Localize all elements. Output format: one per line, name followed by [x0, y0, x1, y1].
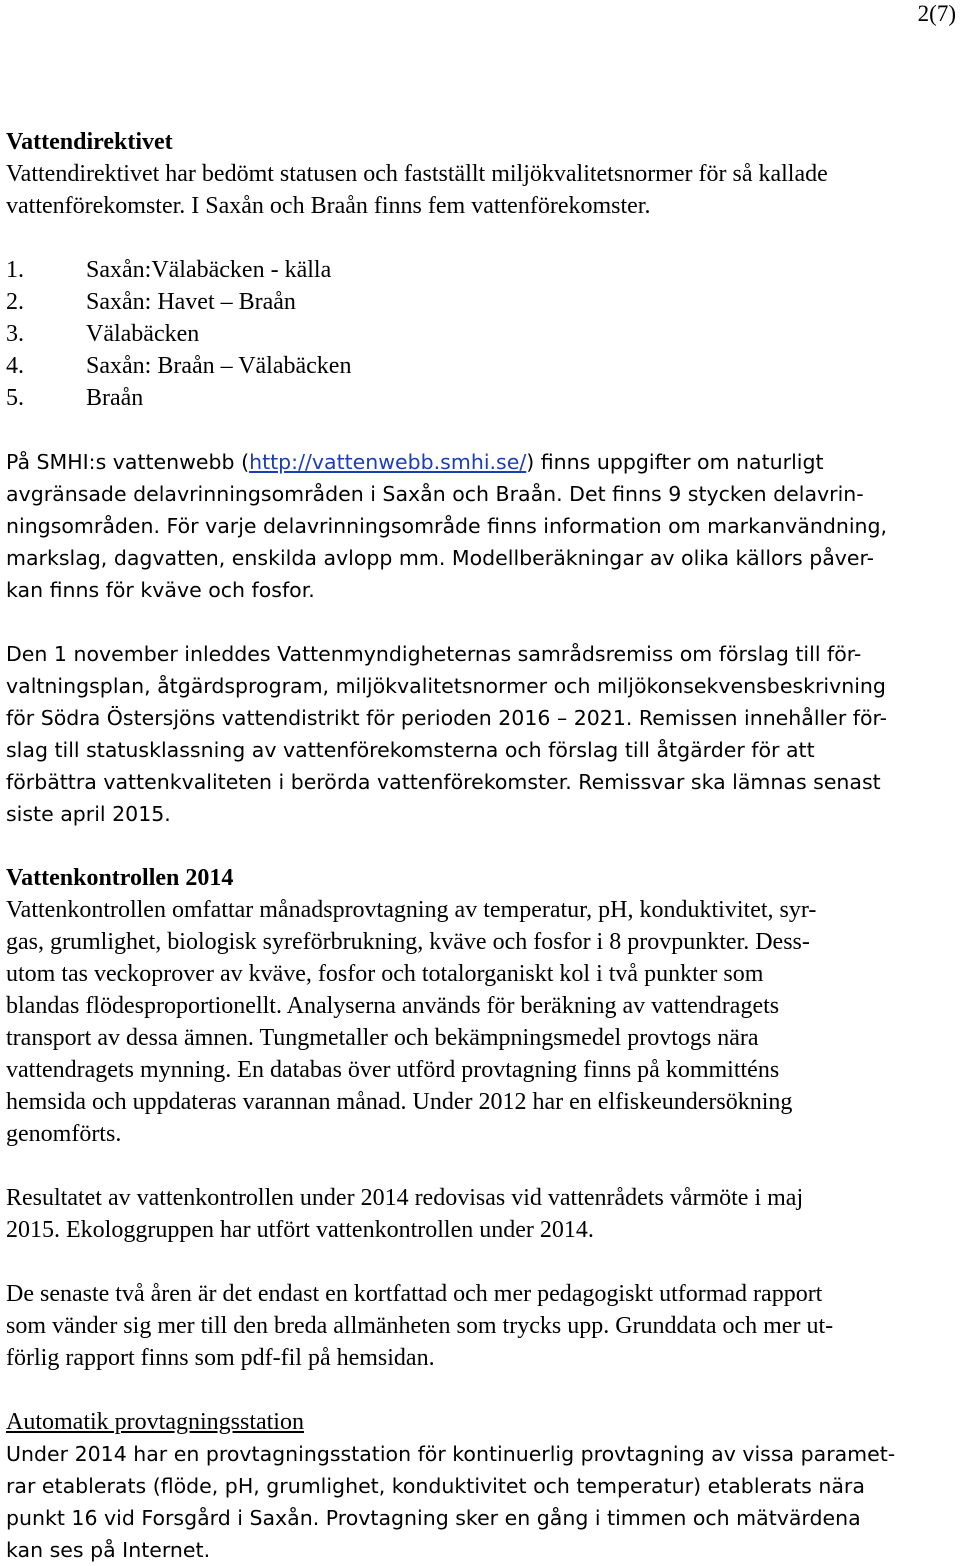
paragraph-line: blandas flödesproportionellt. Analyserna används för beräkning av vattendragets — [6, 993, 780, 1019]
paragraph-line: gas, grumlighet, biologisk syreförbrukning, kväve och fosfor i 8 provpunkter. Dess- — [6, 929, 810, 955]
text: På SMHI:s vattenwebb ( — [6, 450, 250, 474]
paragraph-line: avgränsade delavrinningsområden i Saxån och Braån. Det finns 9 stycken delavrin- — [6, 482, 864, 506]
list-text: Saxån: Braån – Välabäcken — [86, 353, 352, 379]
list-number: 4. — [6, 353, 24, 379]
heading-vattendirektivet: Vattendirektivet — [6, 129, 173, 155]
paragraph-line: genomförts. — [6, 1121, 122, 1147]
page-number: 2(7) — [917, 1, 956, 26]
list-text: Saxån:Välabäcken - källa — [86, 257, 332, 283]
paragraph-line: siste april 2015. — [6, 802, 171, 826]
text: ) finns uppgifter om naturligt — [526, 450, 824, 474]
paragraph-line: vattendragets mynning. En databas över utförd provtagning finns på kommitténs — [6, 1057, 780, 1083]
section-provtagningsstation — [6, 1406, 951, 1566]
paragraph-line: vattenförekomster. I Saxån och Braån finns fem vattenförekomster. — [6, 193, 651, 219]
paragraph-line: Under 2014 har en provtagningsstation för kontinuerlig provtagning av vissa paramet- — [6, 1442, 896, 1466]
paragraph-line: rar etablerats (flöde, pH, grumlighet, konduktivitet och temperatur) etablerats nära — [6, 1474, 865, 1498]
paragraph-resultat — [6, 1182, 951, 1246]
paragraph-line — [6, 446, 951, 478]
paragraph-smhi — [6, 446, 951, 606]
list-item — [6, 286, 606, 318]
list-text: Braån — [86, 385, 144, 411]
list-number: 2. — [6, 289, 24, 315]
section-vattendirektivet — [6, 126, 951, 222]
paragraph-line: Vattenkontrollen omfattar månadsprovtagning av temperatur, pH, konduktivitet, syr- — [6, 897, 817, 923]
paragraph-remiss — [6, 638, 951, 830]
paragraph-rapport — [6, 1278, 951, 1374]
list-text: Saxån: Havet – Braån — [86, 289, 296, 315]
list-number: 1. — [6, 257, 24, 283]
paragraph-line: markslag, dagvatten, enskilda avlopp mm. Modellberäkningar av olika källors påver- — [6, 546, 875, 570]
paragraph-line: 2015. Ekologgruppen har utfört vattenkontrollen under 2014. — [6, 1217, 594, 1243]
paragraph-line: utom tas veckoprover av kväve, fosfor och totalorganiskt kol i två punkter som — [6, 961, 764, 987]
paragraph-line: De senaste två åren är det endast en kortfattad och mer pedagogiskt utformad rapport — [6, 1281, 823, 1307]
paragraph-line: förlig rapport finns som pdf-fil på hemsidan. — [6, 1345, 435, 1371]
heading-provtagningsstation: Automatik provtagningsstation — [6, 1409, 304, 1435]
section-vattenkontrollen — [6, 862, 951, 1150]
paragraph-line: kan ses på Internet. — [6, 1538, 211, 1562]
paragraph-line: transport av dessa ämnen. Tungmetaller och bekämpningsmedel provtogs nära — [6, 1025, 759, 1051]
paragraph-line: för Södra Östersjöns vattendistrikt för perioden 2016 – 2021. Remissen innehåller för- — [6, 706, 888, 730]
paragraph-line: hemsida och uppdateras varannan månad. Under 2012 har en elfiskeundersökning — [6, 1089, 793, 1115]
list-item — [6, 318, 606, 350]
list-text: Välabäcken — [86, 321, 200, 347]
paragraph-line: Vattendirektivet har bedömt statusen och fastställt miljökvalitetsnormer för så kallade — [6, 161, 828, 187]
heading-vattenkontrollen: Vattenkontrollen 2014 — [6, 865, 234, 891]
list-item — [6, 382, 606, 414]
paragraph-line: kan finns för kväve och fosfor. — [6, 578, 315, 602]
list-item — [6, 350, 606, 382]
vattenwebb-link[interactable]: http://vattenwebb.smhi.se/ — [249, 450, 527, 474]
paragraph-line: ningsområden. För varje delavrinningsområde finns information om markanvändning, — [6, 514, 888, 538]
paragraph-line: Resultatet av vattenkontrollen under 2014 redovisas vid vattenrådets vårmöte i maj — [6, 1185, 804, 1211]
paragraph-line: slag till statusklassning av vattenförekomsterna och förslag till åtgärder för att — [6, 738, 815, 762]
paragraph-line: punkt 16 vid Forsgård i Saxån. Provtagning sker en gång i timmen och mätvärdena — [6, 1506, 861, 1530]
list-number: 5. — [6, 385, 24, 411]
paragraph-line: som vänder sig mer till den breda allmänheten som trycks upp. Grunddata och mer ut- — [6, 1313, 834, 1339]
list-number: 3. — [6, 321, 24, 347]
paragraph-line: förbättra vattenkvaliteten i berörda vattenförekomster. Remissvar ska lämnas senast — [6, 770, 881, 794]
paragraph-line: valtningsplan, åtgärdsprogram, miljökvalitetsnormer och miljökonsekvensbeskrivning — [6, 674, 886, 698]
list-item — [6, 254, 606, 286]
paragraph-line: Den 1 november inleddes Vattenmyndigheternas samrådsremiss om förslag till för- — [6, 642, 862, 666]
